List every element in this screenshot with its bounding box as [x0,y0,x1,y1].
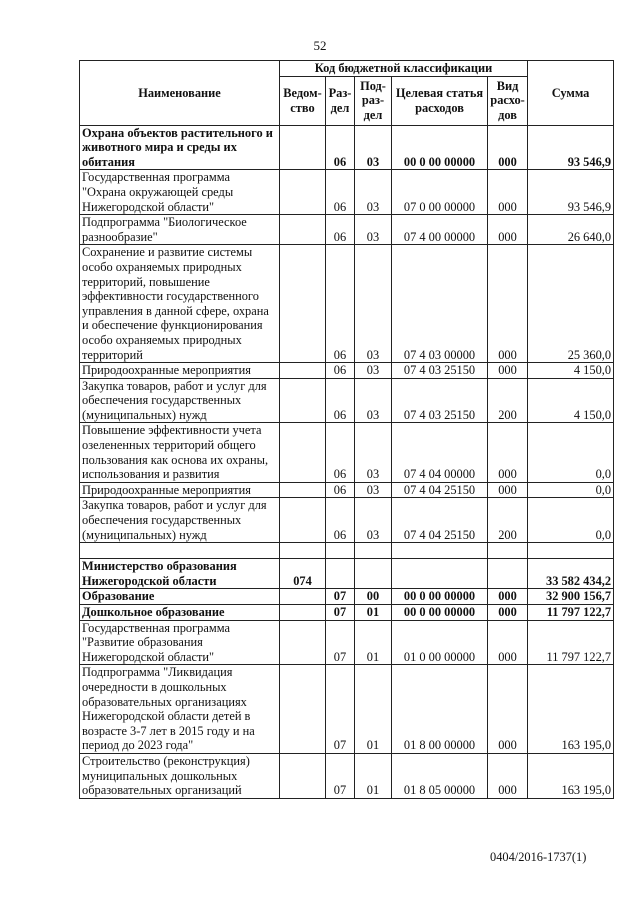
row-subsection [355,559,392,589]
row-section: 07 [326,665,355,754]
empty-cell [280,543,326,559]
row-sum: 33 582 434,2 [528,559,614,589]
table-row [80,753,614,798]
row-section: 07 [326,605,355,621]
row-section: 06 [326,378,355,423]
row-subsection: 03 [355,215,392,245]
empty-cell [488,543,528,559]
row-sum: 163 195,0 [528,753,614,798]
row-department [280,753,326,798]
row-section [326,559,355,589]
table-row [80,215,614,245]
row-sum: 0,0 [528,498,614,543]
table-row [80,589,614,605]
row-department [280,245,326,363]
row-section: 06 [326,363,355,379]
table-row [80,423,614,482]
row-name: Охрана объектов растительного и животного мира и среды их обитания [80,125,280,170]
row-sum: 4 150,0 [528,378,614,423]
row-name: Подпрограмма "Биологическое разнообразие" [80,215,280,245]
table-row [80,620,614,665]
row-department: 074 [280,559,326,589]
row-section: 07 [326,589,355,605]
row-target-article: 00 0 00 00000 [392,605,488,621]
row-section: 07 [326,620,355,665]
row-target-article: 07 4 03 00000 [392,245,488,363]
row-expense-type: 200 [488,378,528,423]
header-name: Наименование [80,61,280,126]
header-target-article: Целевая статья расходов [392,76,488,125]
page-number: 52 [313,38,327,53]
row-name: Природоохранные мероприятия [80,482,280,498]
row-section: 06 [326,498,355,543]
table-row [80,605,614,621]
row-target-article: 07 4 04 00000 [392,423,488,482]
row-subsection: 03 [355,245,392,363]
row-expense-type: 000 [488,363,528,379]
row-target-article: 07 4 00 00000 [392,215,488,245]
table-row [80,245,614,363]
empty-cell [392,543,488,559]
row-target-article: 01 8 00 00000 [392,665,488,754]
row-sum: 11 797 122,7 [528,620,614,665]
row-name: Закупка товаров, работ и услуг для обеспечения государственных (муниципальных) нужд [80,498,280,543]
row-department [280,620,326,665]
table-body [80,125,614,798]
row-subsection: 03 [355,423,392,482]
empty-cell [355,543,392,559]
table-row [80,363,614,379]
row-subsection: 01 [355,605,392,621]
row-name: Сохранение и развитие системы особо охраняемых природных территорий, повышение эффективности государственного управления в данной сфере, охрана и обеспечение функционирования особо охраняемых природных территорий [80,245,280,363]
row-subsection: 00 [355,589,392,605]
row-sum: 93 546,9 [528,125,614,170]
row-section: 06 [326,245,355,363]
row-name: Закупка товаров, работ и услуг для обеспечения государственных (муниципальных) нужд [80,378,280,423]
row-department [280,363,326,379]
row-subsection: 03 [355,498,392,543]
row-name: Повышение эффективности учета озелененных территорий общего пользования как основа их охраны, использования и развития [80,423,280,482]
row-name: Подпрограмма "Ликвидация очередности в дошкольных образовательных организациях Нижегородской области детей в возрасте 3-7 лет в 2015 году и на период до 2023 года" [80,665,280,754]
table-row [80,498,614,543]
row-department [280,125,326,170]
row-expense-type: 000 [488,215,528,245]
row-expense-type: 000 [488,125,528,170]
row-department [280,423,326,482]
row-target-article: 07 4 04 25150 [392,482,488,498]
row-name: Государственная программа "Охрана окружающей среды Нижегородской области" [80,170,280,215]
row-expense-type: 000 [488,753,528,798]
table-row [80,170,614,215]
header-department: Ведом-ство [280,76,326,125]
row-subsection: 03 [355,363,392,379]
row-target-article: 07 4 03 25150 [392,363,488,379]
row-department [280,589,326,605]
header-sum: Сумма [528,61,614,126]
row-expense-type: 000 [488,589,528,605]
row-section: 06 [326,170,355,215]
row-department [280,665,326,754]
header-expense-type: Вид расхо-дов [488,76,528,125]
row-expense-type: 000 [488,605,528,621]
table-row [80,125,614,170]
budget-table [79,60,614,799]
row-expense-type: 000 [488,482,528,498]
row-sum: 4 150,0 [528,363,614,379]
row-subsection: 03 [355,125,392,170]
header-section: Раз-дел [326,76,355,125]
row-sum: 0,0 [528,423,614,482]
row-target-article [392,559,488,589]
row-department [280,378,326,423]
spacer-row [80,543,614,559]
row-section: 06 [326,215,355,245]
row-expense-type: 200 [488,498,528,543]
table-row [80,665,614,754]
row-subsection: 01 [355,665,392,754]
row-name: Государственная программа "Развитие образования Нижегородской области" [80,620,280,665]
row-sum: 163 195,0 [528,665,614,754]
table-row [80,482,614,498]
table-row [80,378,614,423]
row-sum: 11 797 122,7 [528,605,614,621]
row-department [280,498,326,543]
row-section: 07 [326,753,355,798]
row-sum: 25 360,0 [528,245,614,363]
document-code: 0404/2016-1737(1) [490,850,587,864]
row-sum: 26 640,0 [528,215,614,245]
row-target-article: 07 4 03 25150 [392,378,488,423]
row-subsection: 03 [355,378,392,423]
row-target-article: 00 0 00 00000 [392,589,488,605]
row-expense-type: 000 [488,170,528,215]
row-target-article: 01 8 05 00000 [392,753,488,798]
row-subsection: 03 [355,170,392,215]
row-target-article: 07 4 04 25150 [392,498,488,543]
row-section: 06 [326,482,355,498]
row-expense-type: 000 [488,423,528,482]
row-department [280,170,326,215]
row-target-article: 01 0 00 00000 [392,620,488,665]
table-row [80,559,614,589]
row-department [280,482,326,498]
header-classification-group: Код бюджетной классификации [280,61,528,77]
row-department [280,215,326,245]
row-target-article: 00 0 00 00000 [392,125,488,170]
row-name: Дошкольное образование [80,605,280,621]
row-name: Строительство (реконструкция) муниципальных дошкольных образовательных организаций [80,753,280,798]
row-expense-type [488,559,528,589]
header-subsection: Под-раз-дел [355,76,392,125]
row-department [280,605,326,621]
row-name: Образование [80,589,280,605]
row-subsection: 03 [355,482,392,498]
row-section: 06 [326,423,355,482]
empty-cell [326,543,355,559]
row-name: Министерство образования Нижегородской области [80,559,280,589]
row-subsection: 01 [355,620,392,665]
row-expense-type: 000 [488,665,528,754]
row-expense-type: 000 [488,245,528,363]
empty-cell [80,543,280,559]
empty-cell [528,543,614,559]
row-sum: 93 546,9 [528,170,614,215]
row-subsection: 01 [355,753,392,798]
row-target-article: 07 0 00 00000 [392,170,488,215]
row-name: Природоохранные мероприятия [80,363,280,379]
row-section: 06 [326,125,355,170]
row-expense-type: 000 [488,620,528,665]
row-sum: 32 900 156,7 [528,589,614,605]
row-sum: 0,0 [528,482,614,498]
